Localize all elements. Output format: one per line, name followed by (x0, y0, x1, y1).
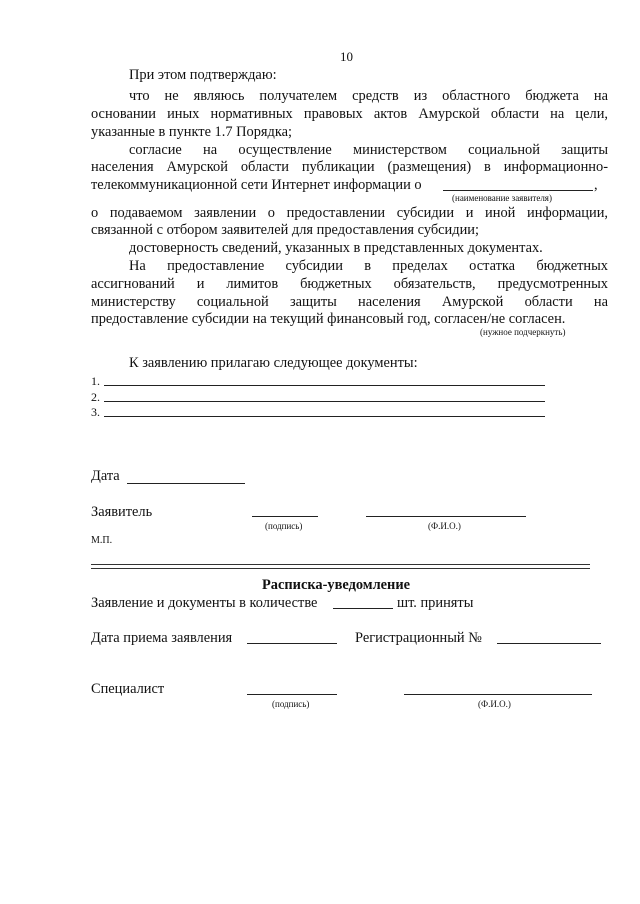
receipt-fio-caption: (Ф.И.О.) (478, 699, 511, 709)
p4-line-3: министерству социальной защиты населения Амурской области на (91, 294, 608, 310)
date-label: Дата (91, 468, 120, 484)
p1-line-1: что не являюсь получателем средств из областного бюджета на (129, 88, 608, 104)
receipt-docs-prefix: Заявление и документы в количестве (91, 595, 318, 611)
attach-title: К заявлению прилагаю следующее документы: (129, 355, 418, 371)
attach-item-2-blank[interactable] (104, 401, 545, 402)
applicant-fio-caption: (Ф.И.О.) (428, 521, 461, 531)
page-number: 10 (340, 49, 353, 64)
receipt-title: Расписка-уведомление (262, 577, 411, 593)
p3-line: достоверность сведений, указанных в представленных документах. (129, 240, 543, 256)
receipt-date-blank[interactable] (247, 643, 337, 644)
applicant-name-blank[interactable] (443, 190, 593, 191)
applicant-fio-blank[interactable] (366, 516, 526, 517)
attach-item-1-number: 1. (91, 374, 100, 388)
p1-line-3: указанные в пункте 1.7 Порядка; (91, 124, 293, 140)
p4-line-1: На предоставление субсидии в пределах остатка бюджетных (129, 258, 608, 274)
receipt-reg-label: Регистрационный № (355, 630, 482, 646)
p1-line-2: основании иных нормативных правовых актов Амурской области на цели, (91, 106, 608, 122)
receipt-date-label: Дата приема заявления (91, 630, 233, 646)
attach-item-2-number: 2. (91, 390, 100, 404)
intro-line: При этом подтверждаю: (129, 67, 277, 83)
receipt-specialist-signature-blank[interactable] (247, 694, 337, 695)
p2-line-2: населения Амурской области публикации (размещения) в информационно- (91, 159, 608, 175)
p2-line-1: согласие на осуществление министерством социальной защиты (129, 142, 608, 158)
receipt-reg-blank[interactable] (497, 643, 601, 644)
cut-line-separator (91, 564, 590, 569)
applicant-signature-caption: (подпись) (265, 521, 303, 531)
attach-item-3-blank[interactable] (104, 416, 545, 417)
receipt-signature-caption: (подпись) (272, 699, 310, 709)
date-blank[interactable] (127, 483, 245, 484)
attach-item-1-blank[interactable] (104, 385, 545, 386)
applicant-label: Заявитель (91, 504, 153, 520)
receipt-specialist-label: Специалист (91, 681, 165, 697)
p4-line-4: предоставление субсидии на текущий финансовый год, согласен/не согласен. (91, 311, 566, 327)
p4-caption: (нужное подчеркнуть) (480, 327, 566, 337)
applicant-signature-blank[interactable] (252, 516, 318, 517)
stamp-placeholder: М.П. (91, 535, 113, 546)
p2-line-5: связанной с отбором заявителей для предоставления субсидии; (91, 222, 479, 238)
receipt-docs-suffix: шт. приняты (397, 595, 474, 611)
attach-item-3-number: 3. (91, 405, 100, 419)
p2-line-3: телекоммуникационной сети Интернет информации о (91, 177, 422, 193)
applicant-name-caption: (наименование заявителя) (452, 193, 552, 203)
p4-line-2: ассигнований и лимитов бюджетных обязательств, предусмотренных (91, 276, 608, 292)
receipt-docs-count-blank[interactable] (333, 608, 393, 609)
p2-line-4: о подаваемом заявлении о предоставлении субсидии и иной информации, (91, 205, 608, 221)
p2-line-3-comma: , (594, 177, 598, 193)
receipt-specialist-fio-blank[interactable] (404, 694, 592, 695)
